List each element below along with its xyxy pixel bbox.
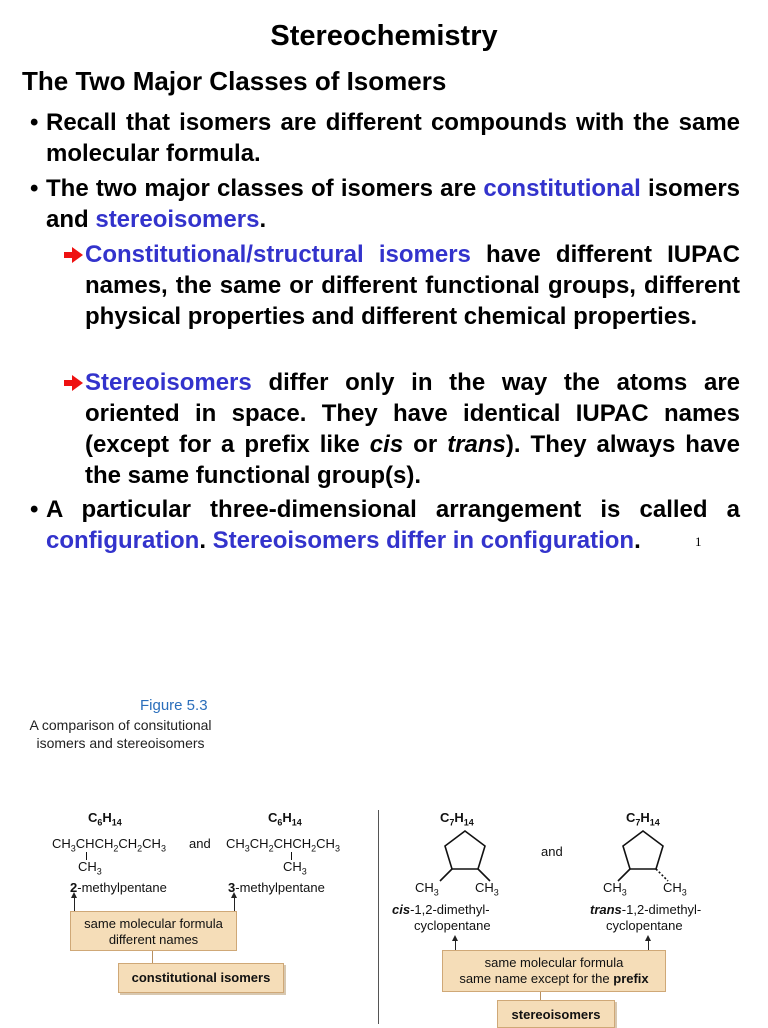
red-arrow-icon: [64, 247, 84, 263]
slide-title: Stereochemistry: [270, 20, 498, 52]
methyl-group: $CH_3$: [283, 859, 307, 877]
subbullet-stereoisomers: [64, 367, 740, 491]
structure-2-methylpentane: $CH_3CHCH_2CH_2CH_3$: [52, 836, 166, 854]
box-same-formula-different-names: same molecular formula different names: [70, 911, 237, 951]
subbullet-text: Constitutional/structural isomers have different IUPAC names, the same or different functional groups, different physical properties and different chemical properties.: [85, 241, 740, 330]
bullet-dot: •: [30, 496, 39, 523]
term-constitutional: constitutional: [483, 175, 641, 202]
term-stereoisomers: stereoisomers: [95, 206, 260, 233]
and-text-left: and: [189, 836, 211, 851]
bullet-isomers-recall: [30, 107, 740, 169]
methyl-trans-left: $CH_3$: [603, 880, 627, 898]
bullet-text: The two major classes of isomers are constitutional isomers and stereoisomers.: [46, 175, 741, 233]
box-stereoisomers: stereoisomers: [497, 1000, 615, 1028]
methyl-group: $CH_3$: [78, 859, 102, 877]
formula-c7h14-left: $C_7H_{14}$: [440, 810, 474, 828]
figure-divider: [378, 810, 379, 1024]
subbullet-text: Stereoisomers differ only in the way the atoms are oriented in space. They have identical IUPAC names (except for a prefix like cis or trans). They always have the same functional group(s).: [85, 369, 740, 489]
trans-cyclopentane-structure: [598, 826, 688, 886]
page-number: 1: [695, 534, 702, 549]
figure-label: Figure 5.3: [140, 697, 208, 714]
structure-3-methylpentane: $CH_3CH_2CHCH_2CH_3$: [226, 836, 340, 854]
arrow-up-icon: [74, 897, 75, 911]
connector-line: [540, 992, 541, 1000]
name-3-methylpentane: 3-methylpentane: [228, 880, 325, 895]
arrow-up-icon: [455, 940, 456, 950]
bullet-configuration: [30, 494, 740, 556]
bullet-dot: •: [30, 109, 39, 136]
formula-c7h14-right: $C_7H_{14}$: [626, 810, 660, 828]
methyl-trans-right: $CH_3$: [663, 880, 687, 898]
bullet-text: A particular three-dimensional arrangement is called a configuration. Stereoisomers differ in configuration.: [46, 496, 740, 554]
bullet-dot: •: [30, 175, 39, 202]
cis-cyclopentane-structure: [420, 826, 510, 886]
figure-caption: A comparison of consitutional isomers and stereoisomers: [29, 717, 212, 751]
name-trans-line1: trans-1,2-dimethyl-: [590, 902, 702, 917]
methyl-cis-left: $CH_3$: [415, 880, 439, 898]
box-same-formula-same-name: same molecular formula same name except for the prefix: [442, 950, 666, 992]
section-heading: The Two Major Classes of Isomers: [22, 66, 447, 96]
name-cis-line2: cyclopentane: [414, 918, 491, 933]
connector-line: [152, 951, 153, 963]
red-arrow-icon: [64, 375, 84, 391]
bullet-two-classes: [30, 173, 740, 235]
arrow-up-icon: [234, 897, 235, 911]
box-constitutional-isomers: constitutional isomers: [118, 963, 284, 993]
bullet-text: Recall that isomers are different compounds with the same molecular formula.: [46, 109, 740, 167]
and-text-right: and: [541, 844, 563, 859]
formula-c6h14-right: $C_6H_{14}$: [268, 810, 302, 828]
subbullet-constitutional: [64, 239, 740, 332]
name-2-methylpentane: 2-methylpentane: [70, 880, 167, 895]
arrow-up-icon: [648, 940, 649, 950]
name-cis-line1: cis-1,2-dimethyl-: [392, 902, 490, 917]
methyl-cis-right: $CH_3$: [475, 880, 499, 898]
name-trans-line2: cyclopentane: [606, 918, 683, 933]
formula-c6h14-left: $C_6H_{14}$: [88, 810, 122, 828]
